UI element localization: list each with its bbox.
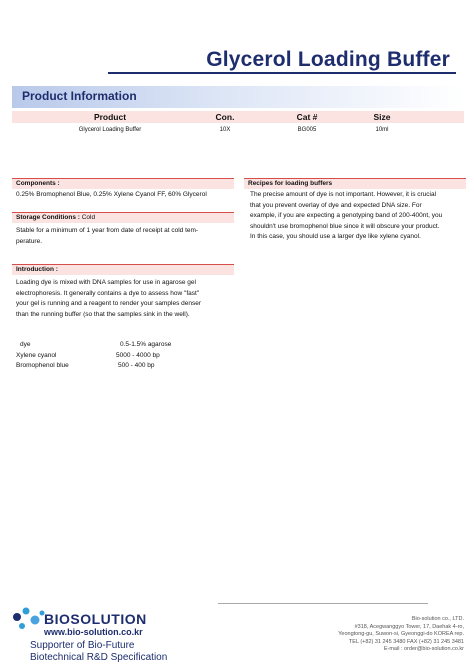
intro-line-2: electrophoresis. It generally contains a dye to assess how "fast" [16, 289, 200, 297]
components-heading: Components : [12, 179, 234, 189]
components-text: 0.25% Bromophenol Blue, 0.25% Xylene Cyanol FF, 60% Glycerol [16, 191, 207, 198]
footer-rule [218, 603, 428, 604]
company-name: Bio-solution co., LTD. [411, 616, 464, 622]
intro-table-value: 5000 - 4000 bp [116, 351, 160, 359]
title-rule [108, 72, 456, 74]
company-phone: TEL (+82) 31 245 3480 FAX (+82) 31 245 3481 [348, 638, 464, 645]
recipes-line-4: shouldn't use bromophenol blue since it will obscure your product. [250, 222, 440, 230]
intro-table-row [16, 340, 246, 351]
col-con: Con. [215, 112, 235, 122]
storage-line-2: perature. [16, 237, 43, 245]
intro-text [16, 278, 238, 320]
storage-text [16, 226, 238, 247]
col-size: Size [373, 112, 391, 122]
col-product: Product [93, 112, 127, 122]
cell-product: Glycerol Loading Buffer [78, 127, 142, 133]
recipes-heading: Recipes for loading buffers [244, 179, 466, 189]
recipes-line-3: example, if you are expecting a genotyping band of 200-400nt, you [250, 212, 443, 219]
intro-table-name: dye [20, 341, 31, 348]
company-address-2: Yeongtong-gu, Suwon-si, Gyeonggi-do KOREA rep. [338, 631, 464, 637]
col-cat: Cat # [296, 112, 318, 122]
intro-table-row [16, 361, 246, 372]
product-info-bar [12, 86, 464, 108]
intro-line-3: your gel is running and a reagent to render your samples denser [16, 300, 201, 307]
intro-line-4: than the running buffer (so that the samples sink in the well). [16, 310, 190, 318]
product-info-heading: Product Information [22, 89, 137, 103]
cell-cat: BG005 [297, 127, 317, 133]
logo-wordmark: BIOSOLUTION [44, 611, 147, 627]
intro-table-value: 0.5-1.5% agarose [120, 341, 172, 348]
company-info [218, 616, 464, 654]
company-email[interactable]: E-mail : order@bio-solution.co.kr [383, 646, 464, 652]
biosolution-logo-icon [10, 606, 46, 632]
company-address-1: #318, Acegwanggyo Tower, 17, Daehak 4-ro, [354, 623, 464, 630]
page-title: Glycerol Loading Buffer [206, 48, 450, 71]
storage-heading-box [12, 213, 234, 223]
intro-heading: Introduction : [12, 265, 234, 275]
slogan-line-2: Biotechnical R&D Specification [30, 652, 168, 663]
intro-table [16, 340, 246, 372]
recipes-line-5: In this case, you should use a larger dye like xylene cyanol. [250, 233, 421, 240]
intro-table-name: Xylene cyanol [16, 351, 57, 359]
intro-line-1: Loading dye is mixed with DNA samples for use in agarose gel [16, 279, 196, 286]
slogan-line-1: Supporter of Bio-Future [30, 640, 135, 651]
intro-table-name: Bromophenol blue [16, 362, 69, 369]
storage-line-1: Stable for a minimum of 1 year from date of receipt at cold tem- [16, 227, 199, 234]
website-link[interactable]: www.bio-solution.co.kr [44, 627, 143, 637]
recipes-line-2: that you prevent overlay of dye and expected DNA size. For [250, 201, 422, 209]
cell-con: 10X [219, 127, 231, 133]
intro-table-value: 500 - 400 bp [118, 362, 155, 369]
intro-table-row [16, 351, 246, 362]
storage-heading: Storage Conditions : [16, 214, 80, 221]
recipes-line-1: The precise amount of dye is not important. However, it is crucial [250, 191, 437, 198]
recipes-text [250, 190, 468, 243]
cell-size: 10ml [375, 127, 389, 133]
storage-heading-value: Cold [81, 214, 96, 221]
